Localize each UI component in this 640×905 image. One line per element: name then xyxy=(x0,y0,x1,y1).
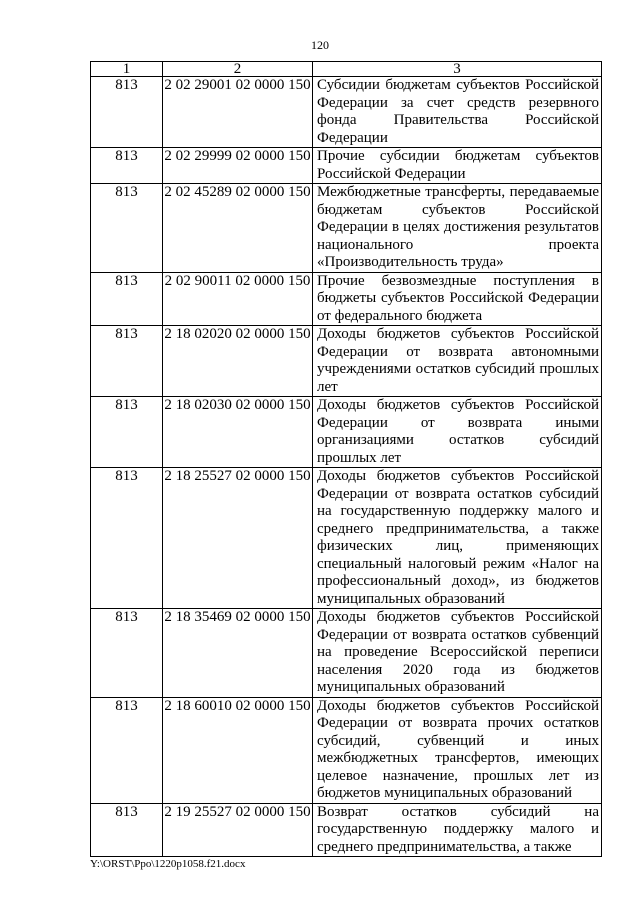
admin-code-cell: 813 xyxy=(91,148,163,184)
income-description-cell: Межбюджетные трансферты, передаваемые бюджетам субъектов Российской Федерации в целях достижения результатов национального проекта «Производительность труда» xyxy=(313,184,602,273)
table-row xyxy=(91,609,602,698)
budget-classification-code-cell: 2 18 02030 02 0000 150 xyxy=(163,397,313,468)
income-description-cell: Субсидии бюджетам субъектов Российской Федерации за счет средств резервного фонда Правительства Российской Федерации xyxy=(313,77,602,148)
admin-code-cell: 813 xyxy=(91,803,163,857)
budget-classification-code-cell: 2 02 29001 02 0000 150 xyxy=(163,77,313,148)
income-description-cell: Прочие безвозмездные поступления в бюджеты субъектов Российской Федерации от федерального бюджета xyxy=(313,272,602,326)
admin-code-cell: 813 xyxy=(91,184,163,273)
admin-code-cell: 813 xyxy=(91,77,163,148)
income-description-cell: Прочие субсидии бюджетам субъектов Российской Федерации xyxy=(313,148,602,184)
table-row xyxy=(91,468,602,609)
admin-code-cell: 813 xyxy=(91,697,163,803)
income-description-cell: Возврат остатков субсидий на государственную поддержку малого и среднего предпринимательства, а также xyxy=(313,803,602,857)
income-description-cell: Доходы бюджетов субъектов Российской Федерации от возврата остатков субвенций на проведение Всероссийской переписи населения 2020 года из бюджетов муниципальных образований xyxy=(313,609,602,698)
income-description-cell: Доходы бюджетов субъектов Российской Федерации от возврата остатков субсидий на государственную поддержку малого и среднего предпринимательства, а также физических лиц, применяющих специальный налоговый режим «Налог на профессиональный доход», из бюджетов муниципальных образований xyxy=(313,468,602,609)
table-header-row xyxy=(91,62,602,77)
table-row xyxy=(91,77,602,148)
column-header-2: 2 xyxy=(163,62,313,77)
income-description-cell: Доходы бюджетов субъектов Российской Федерации от возврата иными организациями остатков субсидий прошлых лет xyxy=(313,397,602,468)
budget-classification-code-cell: 2 02 45289 02 0000 150 xyxy=(163,184,313,273)
table-row xyxy=(91,272,602,326)
table-row xyxy=(91,326,602,397)
budget-classification-code-cell: 2 18 35469 02 0000 150 xyxy=(163,609,313,698)
admin-code-cell: 813 xyxy=(91,468,163,609)
income-description-cell: Доходы бюджетов субъектов Российской Федерации от возврата автономными учреждениями остатков субсидий прошлых лет xyxy=(313,326,602,397)
table-row xyxy=(91,697,602,803)
budget-classification-code-cell: 2 18 60010 02 0000 150 xyxy=(163,697,313,803)
column-header-3: 3 xyxy=(313,62,602,77)
admin-code-cell: 813 xyxy=(91,272,163,326)
budget-classification-code-cell: 2 18 25527 02 0000 150 xyxy=(163,468,313,609)
revenue-codes-table xyxy=(90,61,601,857)
budget-classification-code-cell: 2 18 02020 02 0000 150 xyxy=(163,326,313,397)
table-row xyxy=(91,148,602,184)
admin-code-cell: 813 xyxy=(91,326,163,397)
admin-code-cell: 813 xyxy=(91,397,163,468)
column-header-1: 1 xyxy=(91,62,163,77)
budget-classification-code-cell: 2 19 25527 02 0000 150 xyxy=(163,803,313,857)
budget-classification-code-cell: 2 02 90011 02 0000 150 xyxy=(163,272,313,326)
table-row xyxy=(91,803,602,857)
income-description-cell: Доходы бюджетов субъектов Российской Федерации от возврата прочих остатков субсидий, субвенций и иных межбюджетных трансфертов, имеющих целевое назначение, прошлых лет из бюджетов муниципальных образований xyxy=(313,697,602,803)
file-path-footer: Y:\ORST\Ppo\1220p1058.f21.docx xyxy=(90,858,246,870)
budget-classification-code-cell: 2 02 29999 02 0000 150 xyxy=(163,148,313,184)
table-row xyxy=(91,184,602,273)
admin-code-cell: 813 xyxy=(91,609,163,698)
table-row xyxy=(91,397,602,468)
page-number: 120 xyxy=(311,38,329,52)
